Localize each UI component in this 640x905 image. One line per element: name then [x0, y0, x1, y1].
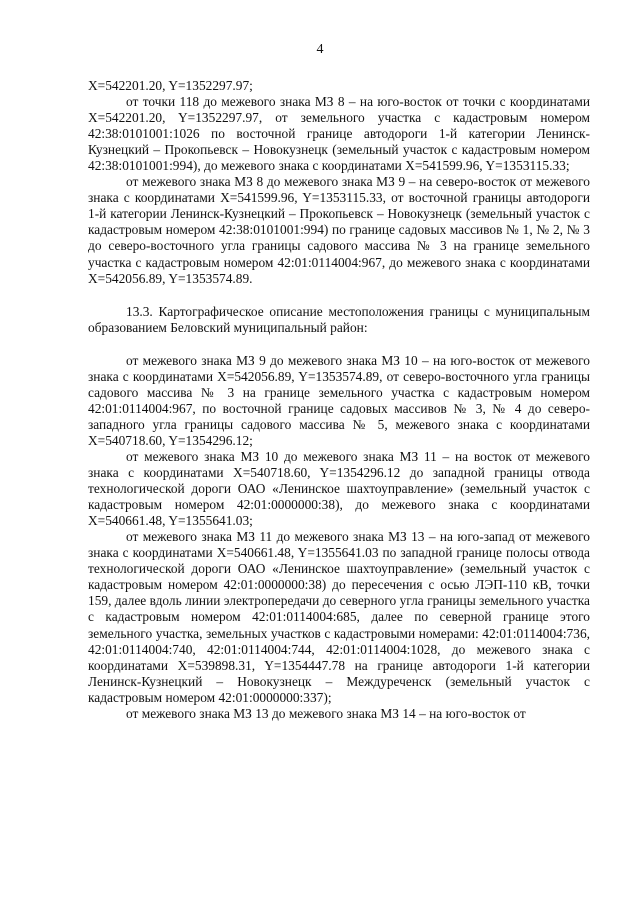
paragraph: от межевого знака МЗ 10 до межевого знака МЗ 11 – на восток от межевого знака с координатами X=540718.60, Y=1354296.12 до западной границы отвода технологической дороги ОАО «Ленинское шахтоуправление» (земельный участок с кадастровым номером 42:01:0000000:38), до межевого знака с координатами X=540661.48, Y=1355641.03;: [88, 448, 590, 529]
paragraph-gap: [88, 336, 590, 353]
paragraph: от межевого знака МЗ 9 до межевого знака МЗ 10 – на юго-восток от межевого знака с координатами X=542056.89, Y=1353574.89, от северо-восточного угла границы садового массива № 3 на границе земельного участка с кадастровым номером 42:01:0114004:967, по восточной границе садовых массивов № 3, № 4 до северо-западного угла границы садового массива № 5, межевого знака с координатами X=540718.60, Y=1354296.12;: [88, 352, 590, 448]
paragraph: от точки 118 до межевого знака МЗ 8 – на юго-восток от точки с координатами X=542201.20, Y=1352297.97, от земельного участка с кадастровым номером 42:38:0101001:1026 по восточной границе автодороги 1-й категории Ленинск-Кузнецкий – Прокопьевск – Новокузнецк (земельный участок с кадастровым номером 42:38:0101001:994), до межевого знака с координатами X=541599.96, Y=1353115.33;: [88, 94, 590, 174]
paragraph: от межевого знака МЗ 8 до межевого знака МЗ 9 – на северо-восток от межевого знака с координатами X=541599.96, Y=1353115.33, от восточной границы автодороги 1-й категории Ленинск-Кузнецкий – Прокопьевск – Новокузнецк (земельный участок с кадастровым номером 42:38:0101001:994) по границе садовых массивов № 1, № 2, № 3 до северо-восточного угла границы садового массива № 3 на границе земельного участка с кадастровым номером 42:01:0114004:967, до межевого знака с координатами X=542056.89, Y=1353574.89.: [88, 174, 590, 286]
paragraph: от межевого знака МЗ 11 до межевого знака МЗ 13 – на юго-запад от межевого знака с координатами X=540661.48, Y=1355641.03 по западной границе полосы отвода технологической дороги ОАО «Ленинское шахтоуправление» (земельный участок с кадастровым номером 42:01:0000000:38) до пересечения с осью ЛЭП-110 кВ, точки 159, далее вдоль линии электропередачи до северного угла границы земельного участка с кадастровым номером 42:01:0114004:685, далее по северной границе этого земельного участка, земельных участков с кадастровыми номерами: 42:01:0114004:736, 42:01:0114004:740, 42:01:0114004:744, 42:01:0114004:1028, до межевого знака с координатами X=539898.31, Y=1354447.78 на границе автодороги 1-й категории Ленинск-Кузнецкий – Новокузнецк – Междуреченск (земельный участок с кадастровым номером 42:01:0000000:337);: [88, 529, 590, 705]
page-number: 4: [316, 42, 324, 57]
document-body: [88, 78, 590, 722]
paragraph: от межевого знака МЗ 13 до межевого знака МЗ 14 – на юго-восток от: [126, 705, 526, 721]
paragraph: X=542201.20, Y=1352297.97;: [88, 78, 253, 93]
paragraph: 13.3. Картографическое описание местоположения границы с муниципальным образованием Беловский муниципальный район:: [88, 303, 590, 335]
paragraph-gap: [88, 287, 590, 304]
